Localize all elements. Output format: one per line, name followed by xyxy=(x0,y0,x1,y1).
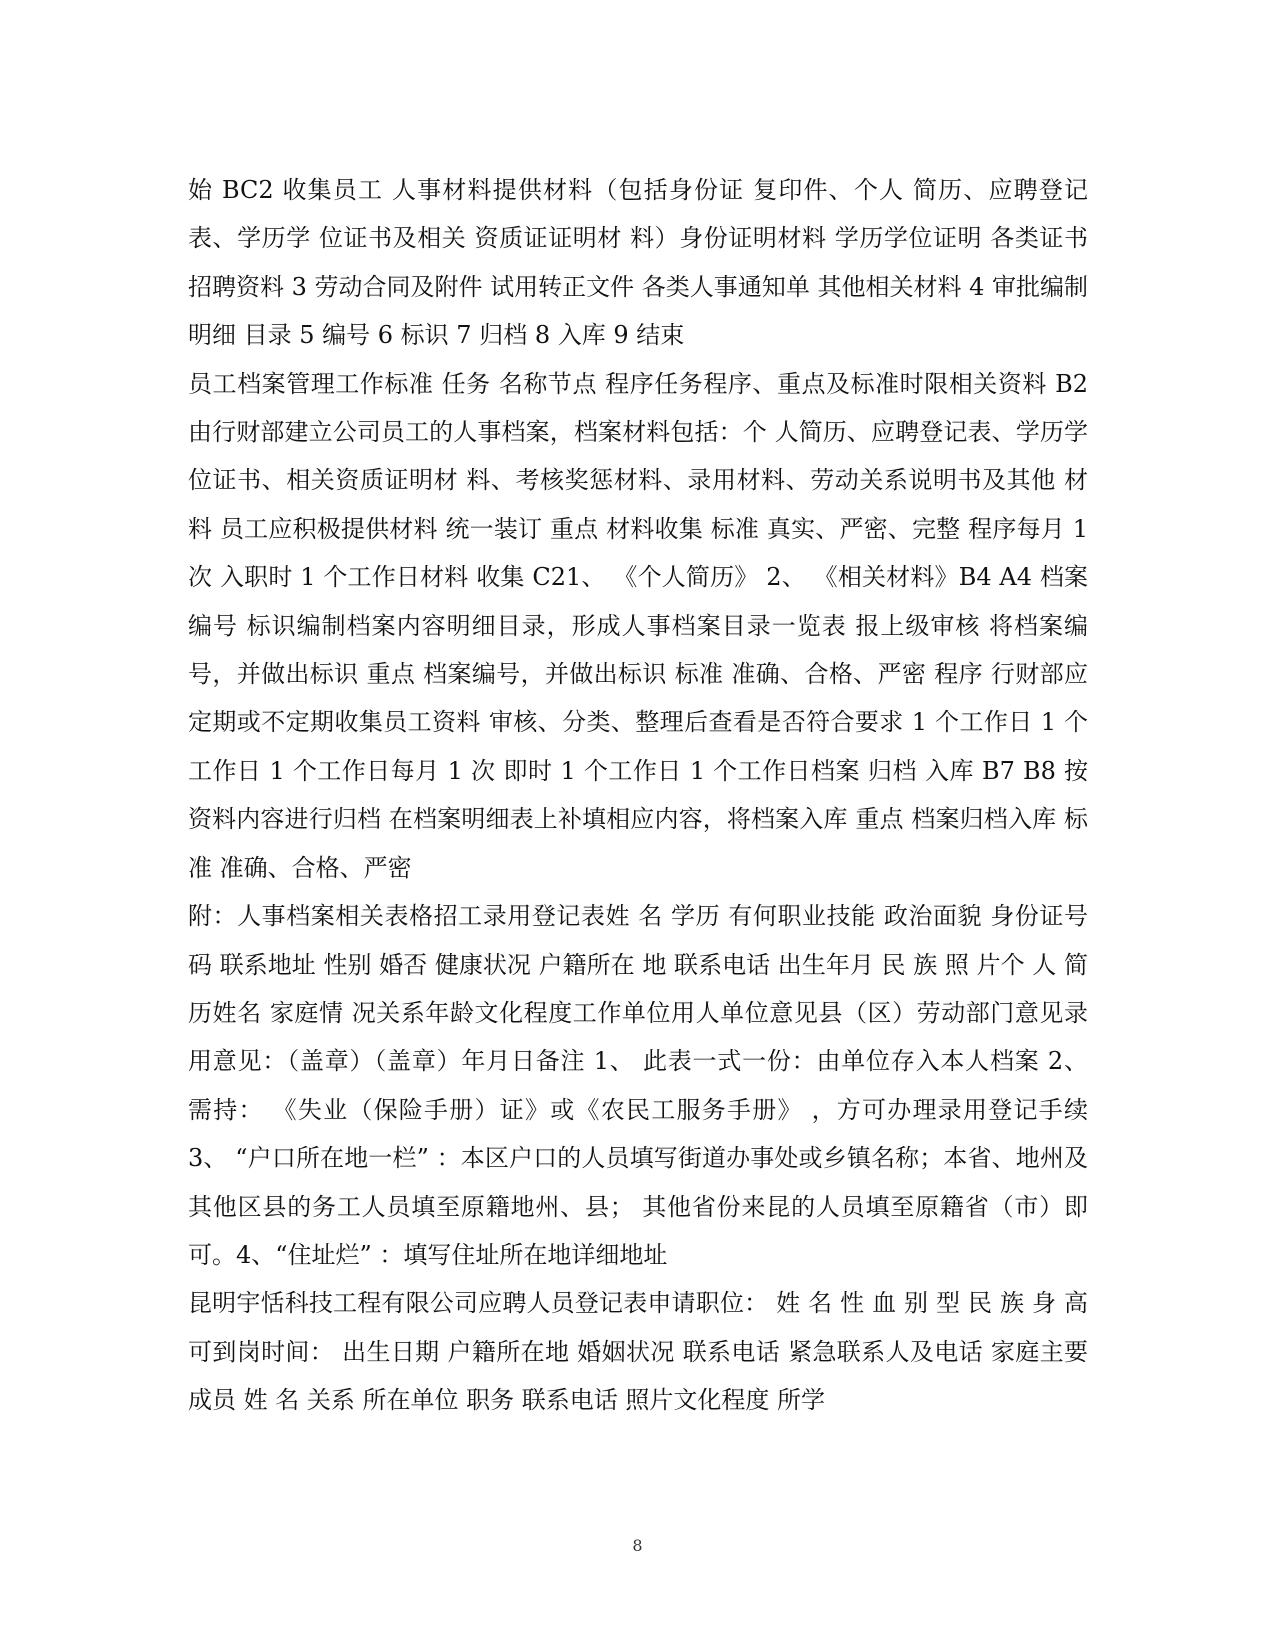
paragraph-workflow: 始 BC2 收集员工 人事材料提供材料（包括身份证 复印件、个人 简历、应聘登记表、学历学 位证书及相关 资质证证明材 料）身份证明材料 学历学位证明 各类证书 招聘资料 3 劳动合同及附件 试用转正文件 各类人事通知单 其他相关材料 4 审批编制明细 目录 5 编号 6 标识 7 归档 8 入库 9 结束 xyxy=(188,176,1088,350)
paragraph-archive-standard: 员工档案管理工作标准 任务 名称节点 程序任务程序、重点及标准时限相关资料 B2 由行财部建立公司员工的人事档案，档案材料包括：个 人简历、应聘登记表、学历学位证书、相关资质证明材 料、考核奖惩材料、录用材料、劳动关系说明书及其他 材料 员工应积极提供材料 统一装订 重点 材料收集 标准 真实、严密、完整 程序每月 1 次 入职时 1 个工作日材料 收集 C21、 《个人简历》 2、 《相关材料》B4 A4 档案 编号 标识编制档案内容明细目录，形成人事档案目录一览表 报上级审核 将档案编号，并做出标识 重点 档案编号，并做出标识 标准 准确、合格、严密 程序 行财部应定期或不定期收集员工资料 审核、分类、整理后查看是否符合要求 1 个工作日 1 个工作日 1 个工作日每月 1 次 即时 1 个工作日 1 个工作日档案 归档 入库 B7 B8 按资料内容进行归档 在档案明细表上补填相应内容，将档案入库 重点 档案归档入库 标准 准确、合格、严密 xyxy=(188,369,1088,882)
page-number: 8 xyxy=(632,1536,643,1555)
paragraph-applicant-form: 昆明宇恬科技工程有限公司应聘人员登记表申请职位： 姓 名 性 血 别 型 民 族 身 高 可到岗时间： 出生日期 户籍所在地 婚姻状况 联系电话 紧急联系人及电话 家庭主要成员 姓 名 关系 所在单位 职务 联系电话 照片文化程度 所学 xyxy=(188,1289,1088,1415)
paragraph-attachment-forms: 附：人事档案相关表格招工录用登记表姓 名 学历 有何职业技能 政治面貌 身份证号码 联系地址 性别 婚否 健康状况 户籍所在 地 联系电话 出生年月 民 族 照 片个 人 简 历姓名 家庭情 况关系年龄文化程度工作单位用人单位意见县（区）劳动部门意见录用意见：（盖章）（盖章）年月日备注 1、 此表一式一份：由单位存入本人档案 2、 需持： 《失业（保险手册）证》或《农民工服务手册》 ，方可办理录用登记手续 3、 “户口所在地一栏” ：本区户口的人员填写街道办事处或乡镇名称；本省、地州及其他区县的务工人员填至原籍地州、县； 其他省份来昆的人员填至原籍省（市）即可。4、“住址烂” ：填写住址所在地详细地址 xyxy=(188,902,1088,1269)
document-body xyxy=(188,166,1088,1425)
